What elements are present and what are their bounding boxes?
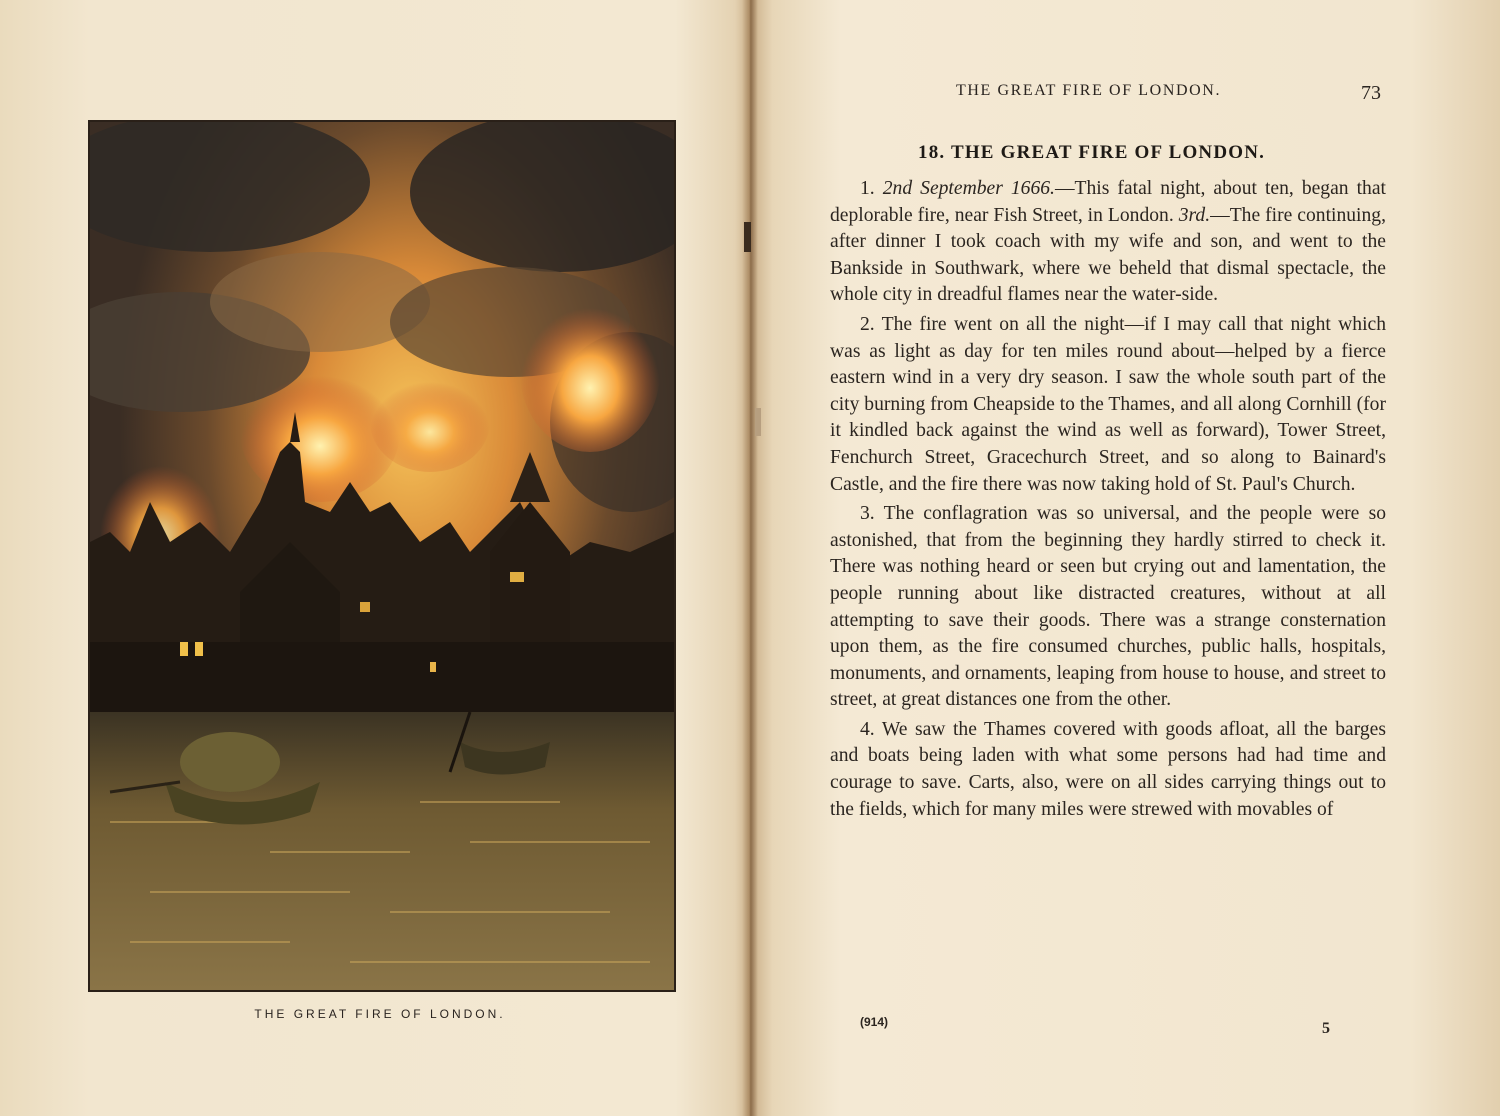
date-italic: 3rd.: [1178, 204, 1211, 226]
paragraph: [830, 717, 1386, 823]
sheet-folio: 5: [1322, 1020, 1330, 1037]
paragraph-text: The fire went on all the night—if I may call that night which was as light as day for ten miles round about—helped by a fierce eastern wind in a very dry season. I saw the whole south part of the city burning from Cheapside to the Thames, and all along Cornhill (for it kindled back against the wind as well as forward), Tower Street, Fenchurch Street, Gracechurch Street, and so along to Bainard's Castle, and the fire there was now taking hold of St. Paul's Church.: [830, 313, 1387, 495]
date-italic: 2nd September 1666.: [882, 178, 1055, 199]
paragraph-number: 2.: [860, 313, 875, 335]
illustration-plate: [88, 120, 676, 992]
paragraph: [830, 176, 1386, 309]
printer-signature: (914): [860, 1015, 889, 1029]
spine-mark: [744, 222, 751, 252]
paragraph-text: —The fire continuing, after dinner I took coach with my wife and son, and went to the Bankside in Southwark, where we beheld that dismal spectacle, the whole city in dreadful flames near the water-side.: [830, 204, 1386, 306]
fire-illustration: [90, 122, 674, 990]
chapter-title: 18. THE GREAT FIRE OF LONDON.: [918, 142, 1266, 163]
paragraph-number: 1.: [860, 178, 875, 199]
paragraph-text: —This fatal night, about ten, began that deplorable fire, near Fish Street, in London.: [830, 178, 1386, 226]
plate-caption: THE GREAT FIRE OF LONDON.: [254, 1007, 506, 1021]
running-head: THE GREAT FIRE OF LONDON.: [956, 82, 1222, 99]
paragraph-number: 3.: [860, 503, 875, 525]
paragraph: [830, 312, 1386, 498]
page-number: 73: [1361, 82, 1381, 104]
paragraph-number: 4.: [860, 718, 875, 740]
paragraph-text: We saw the Thames covered with goods afloat, all the barges and boats being laden with what some persons had had time and courage to save. Carts, also, were on all sides carrying things out to the fields, which for many miles were strewed with movables of: [830, 718, 1386, 820]
paragraph: [830, 501, 1386, 714]
paragraph-text: The conflagration was so universal, and the people were so astonished, that from the beginning they hardly stirred to check it. There was nothing heard or seen but crying out and lamentation, the people running about like distracted creatures, without at all attempting to save their goods. There was a strange consternation upon them, as the fire consumed churches, public halls, hospitals, monuments, and ornaments, leaping from house to house, and street to street, at great distances one from the other.: [830, 503, 1387, 711]
left-page: [0, 0, 748, 1116]
body-text: [830, 176, 1386, 826]
